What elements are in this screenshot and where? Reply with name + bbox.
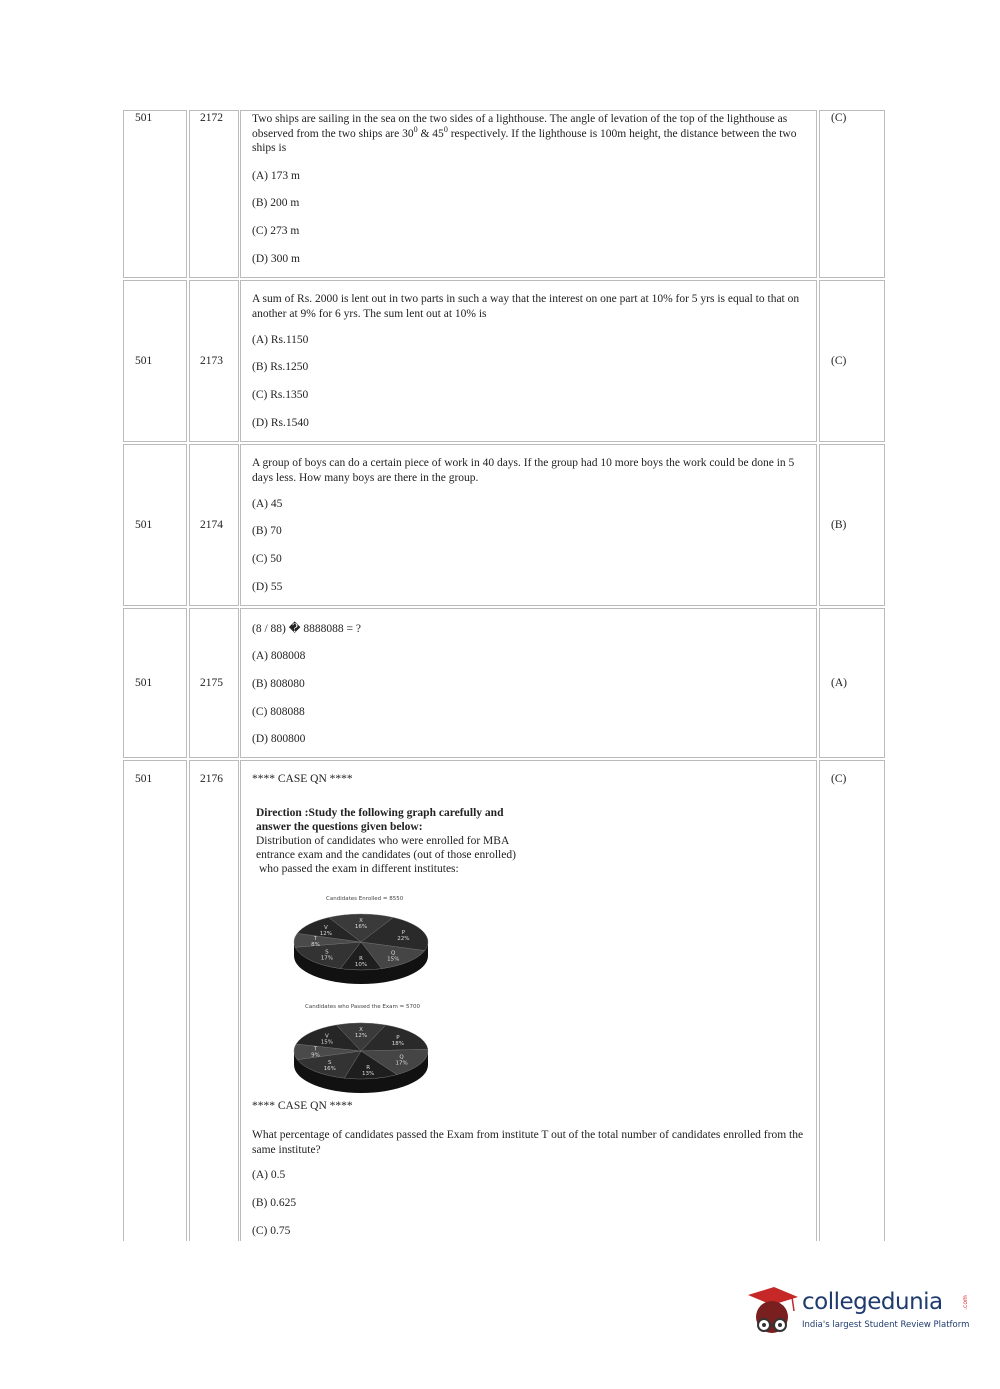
answer: (C) bbox=[831, 773, 847, 785]
answer-cell bbox=[819, 280, 885, 442]
option-d: (D) 300 m bbox=[252, 253, 300, 265]
sno-cell bbox=[123, 760, 187, 1241]
answer-cell bbox=[819, 110, 885, 278]
option-c: (C) 50 bbox=[252, 553, 282, 565]
chart-title-passed: Candidates who Passed the Exam = 5700 bbox=[305, 1004, 420, 1010]
option-b: (B) 808080 bbox=[252, 678, 305, 690]
question-id: 2173 bbox=[200, 355, 223, 367]
collegedunia-logo bbox=[740, 1283, 970, 1353]
pie-slice-value: 18% bbox=[391, 1040, 404, 1047]
option-c: (C) Rs.1350 bbox=[252, 389, 309, 401]
pie-slice-label: Q bbox=[399, 1054, 404, 1061]
pie-slice-value: 10% bbox=[354, 962, 368, 969]
option-d: (D) 800800 bbox=[252, 733, 306, 745]
question-row-2176 bbox=[123, 760, 885, 1241]
pie-chart-enrolled bbox=[293, 904, 443, 994]
question-row-2172 bbox=[123, 110, 885, 278]
question-text: Two ships are sailing in the sea on the two sides of a lighthouse. The angle of levation of the top of the lighthouse as observed from the two ships are $30^0$ & $45^0$ respectively. If the lighthouse is 100m height, the distance between the two ships is bbox=[252, 113, 797, 154]
logo-com: .com bbox=[961, 1295, 969, 1310]
pie-slice-label: P bbox=[401, 929, 406, 936]
direction-bold-line: answer the questions given below: bbox=[256, 821, 423, 833]
serial-number: 501 bbox=[135, 773, 153, 785]
option-d: (D) 55 bbox=[252, 581, 283, 593]
answer: (A) bbox=[831, 677, 847, 689]
option-b: (B) 200 m bbox=[252, 197, 300, 209]
answer-cell bbox=[819, 608, 885, 758]
case-heading: **** CASE QN **** bbox=[252, 1100, 353, 1112]
pie-chart-passed bbox=[293, 1013, 443, 1103]
question-row-2173 bbox=[123, 280, 885, 442]
case-heading: **** CASE QN **** bbox=[252, 773, 353, 785]
question-id: 2176 bbox=[200, 773, 223, 785]
pie-slice-value: 16% bbox=[354, 923, 368, 930]
direction-line: entrance exam and the candidates (out of those enrolled) bbox=[256, 849, 516, 861]
option-c: (C) 273 m bbox=[252, 225, 300, 237]
question-row-2175 bbox=[123, 608, 885, 758]
pie-slice-label: R bbox=[366, 1064, 371, 1071]
serial-number: 501 bbox=[135, 519, 153, 531]
pie-slice-value: 17% bbox=[320, 955, 333, 962]
pie-slice-value: 12% bbox=[354, 1032, 368, 1039]
pie-slice-label: P bbox=[396, 1034, 400, 1041]
pie-slice-value: 22% bbox=[397, 935, 410, 942]
sno-cell bbox=[123, 280, 187, 442]
question-id: 2174 bbox=[200, 519, 223, 531]
question-text: What percentage of candidates passed the Exam from institute T out of the total number of candidates enrolled from the same institute? bbox=[252, 1129, 804, 1156]
pie-slice-label: X bbox=[359, 1026, 363, 1033]
option-d: (D) Rs.1540 bbox=[252, 417, 309, 429]
pie-slice-value: 12% bbox=[319, 930, 333, 937]
pie-slice-label: X bbox=[359, 917, 363, 924]
pie-slice-value: 16% bbox=[323, 1065, 336, 1072]
option-a: (A) 45 bbox=[252, 498, 283, 510]
serial-number: 501 bbox=[135, 355, 153, 367]
qid-cell bbox=[189, 760, 239, 1241]
answer: (B) bbox=[831, 519, 847, 531]
question-text: A group of boys can do a certain piece of work in 40 days. If the group had 10 more boys the work could be done in 5 days less. How many boys are there in the group. bbox=[252, 457, 795, 484]
sno-cell bbox=[123, 444, 187, 606]
sno-cell bbox=[123, 608, 187, 758]
qid-cell bbox=[189, 110, 239, 278]
logo-name: collegedunia bbox=[802, 1289, 943, 1315]
direction-line: Distribution of candidates who were enrolled for MBA bbox=[256, 835, 510, 847]
answer: (C) bbox=[831, 112, 847, 124]
serial-number: 501 bbox=[135, 677, 153, 689]
pie-slice-label: T bbox=[313, 935, 318, 942]
sno-cell bbox=[123, 110, 187, 278]
pie-slice-label: V bbox=[324, 1033, 329, 1040]
option-a: (A) Rs.1150 bbox=[252, 334, 309, 346]
chart-title-enrolled: Candidates Enrolled = 8550 bbox=[326, 896, 404, 902]
serial-number: 501 bbox=[135, 112, 153, 124]
option-b: (B) 0.625 bbox=[252, 1197, 297, 1209]
option-a: (A) 0.5 bbox=[252, 1169, 286, 1181]
pie-slice-value: 17% bbox=[395, 1060, 408, 1067]
answer-cell bbox=[819, 444, 885, 606]
pie-slice-label: S bbox=[325, 949, 329, 956]
pie-slice-value: 13% bbox=[362, 1070, 375, 1077]
question-text: (8 / 88) � 8888088 = ? bbox=[252, 623, 361, 635]
option-a: (A) 173 m bbox=[252, 170, 300, 182]
option-c: (C) 0.75 bbox=[252, 1225, 291, 1237]
pie-slice-value: 15% bbox=[387, 956, 400, 963]
question-id: 2175 bbox=[200, 677, 223, 689]
option-a: (A) 808008 bbox=[252, 650, 306, 662]
pie-slice-value: 8% bbox=[311, 941, 320, 948]
question-id: 2172 bbox=[200, 112, 223, 124]
pie-slice-label: S bbox=[328, 1059, 332, 1066]
question-row-2174 bbox=[123, 444, 885, 606]
option-b: (B) Rs.1250 bbox=[252, 361, 309, 373]
pie-slice-label: T bbox=[313, 1046, 318, 1053]
option-b: (B) 70 bbox=[252, 525, 282, 537]
mascot-icon bbox=[740, 1283, 800, 1345]
question-text: A sum of Rs. 2000 is lent out in two parts in such a way that the interest on one part at 10% for 5 yrs is equal to that on another at 9% for 6 yrs. The sum lent out at 10% is bbox=[252, 293, 800, 320]
pie-slice-value: 9% bbox=[311, 1052, 320, 1059]
pie-slice-label: Q bbox=[391, 950, 396, 957]
pie-slice-label: R bbox=[359, 956, 363, 963]
direction-line: who passed the exam in different institutes: bbox=[259, 863, 459, 875]
pie-slice-value: 15% bbox=[320, 1039, 333, 1046]
answer-cell bbox=[819, 760, 885, 1241]
logo-tagline: India's largest Student Review Platform bbox=[802, 1320, 970, 1330]
answer: (C) bbox=[831, 355, 847, 367]
direction-bold-line: Direction :Study the following graph carefully and bbox=[256, 807, 504, 819]
option-c: (C) 808088 bbox=[252, 706, 305, 718]
pie-slice-label: V bbox=[324, 924, 328, 931]
